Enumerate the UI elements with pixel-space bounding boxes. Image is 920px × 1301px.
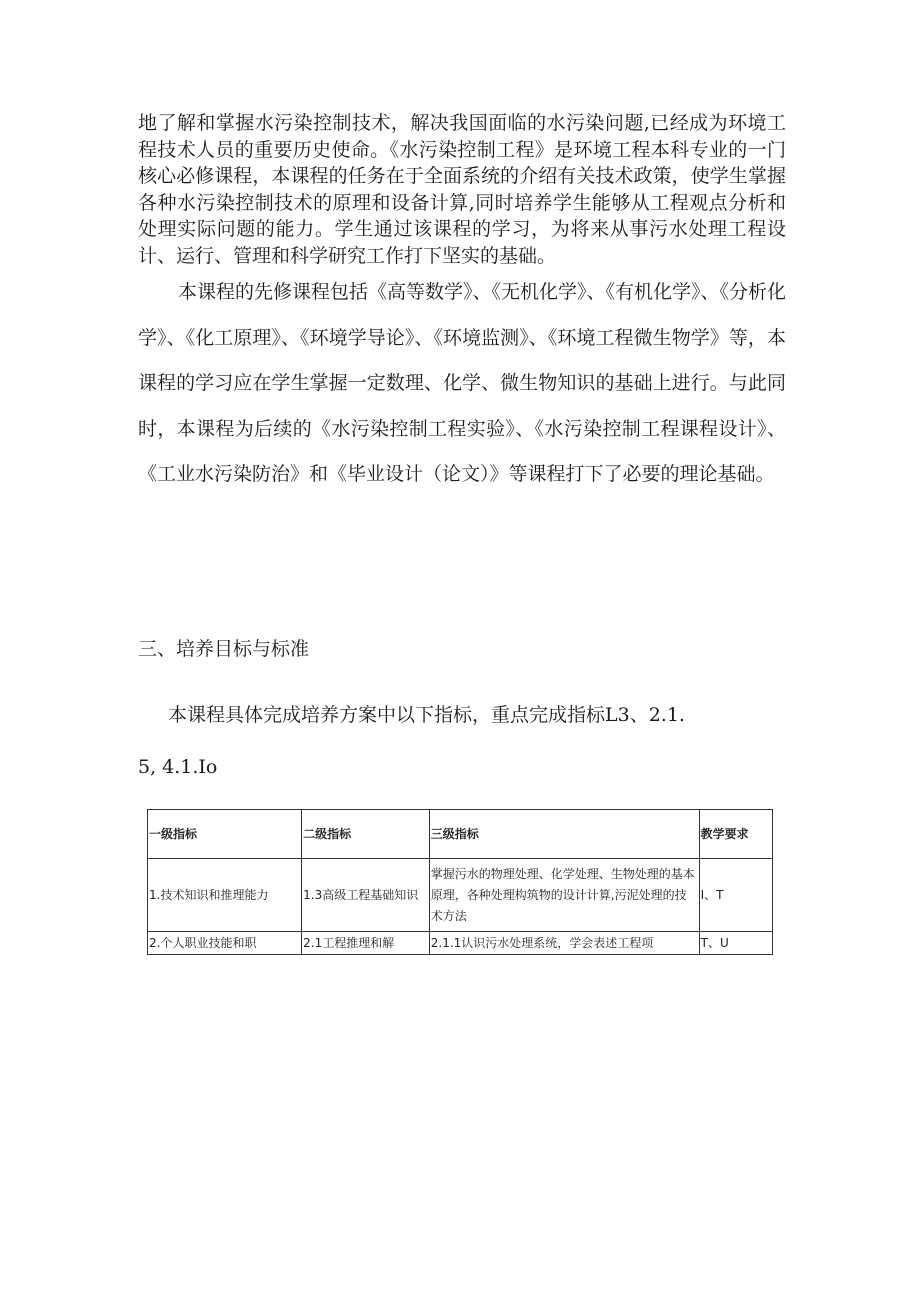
table-row	[148, 932, 773, 955]
header-teaching-requirement: 教学要求	[699, 810, 772, 859]
indicator-table	[147, 809, 773, 955]
table-cell: T、U	[699, 932, 772, 955]
header-level-2: 二级指标	[302, 810, 430, 859]
table-cell: 2.1工程推理和解	[302, 932, 430, 955]
table-header-row	[148, 810, 773, 859]
table-cell: 1.技术知识和推理能力	[148, 859, 302, 932]
intro-paragraph: 地了解和掌握水污染控制技术，解决我国面临的水污染问题,已经成为环境工程技术人员的重要历史使命。《水污染控制工程》是环境工程本科专业的一门核心必修课程，本课程的任务在于全面系统的介绍有关技术政策，使学生掌握各种水污染控制技术的原理和设备计算,同时培养学生能够从工程观点分析和处理实际问题的能力。学生通过该课程的学习，为将来从事污水处理工程设计、运行、管理和科学研究工作打下坚实的基础。	[138, 112, 786, 267]
table-cell: 掌握污水的物理处理、化学处理、生物处理的基本原理，各种处理构筑物的设计计算,污泥处理的技术方法	[429, 859, 699, 932]
indicator-paragraph: 本课程具体完成培养方案中以下指标，重点完成指标L3、2.1.5, 4.1.Io	[138, 704, 685, 778]
table-cell: 2.个人职业技能和职	[148, 932, 302, 955]
header-level-1: 一级指标	[148, 810, 302, 859]
table-cell: 1.3高级工程基础知识	[302, 859, 430, 932]
table-cell: 2.1.1认识污水处理系统，学会表述工程项	[429, 932, 699, 955]
table-cell: I、T	[699, 859, 772, 932]
section-heading: 三、培养目标与标准	[138, 638, 310, 660]
prerequisite-paragraph: 本课程的先修课程包括《高等数学》、《无机化学》、《有机化学》、《分析化学》、《化工原理》、《环境学导论》、《环境监测》、《环境工程微生物学》等，本课程的学习应在学生掌握一定数理、化学、微生物知识的基础上进行。与此同时，本课程为后续的《水污染控制工程实验》、《水污染控制工程课程设计》、《工业水污染防治》和《毕业设计（论文）》等课程打下了必要的理论基础。	[138, 281, 787, 485]
header-level-3: 三级指标	[429, 810, 699, 859]
table-row	[148, 859, 773, 932]
